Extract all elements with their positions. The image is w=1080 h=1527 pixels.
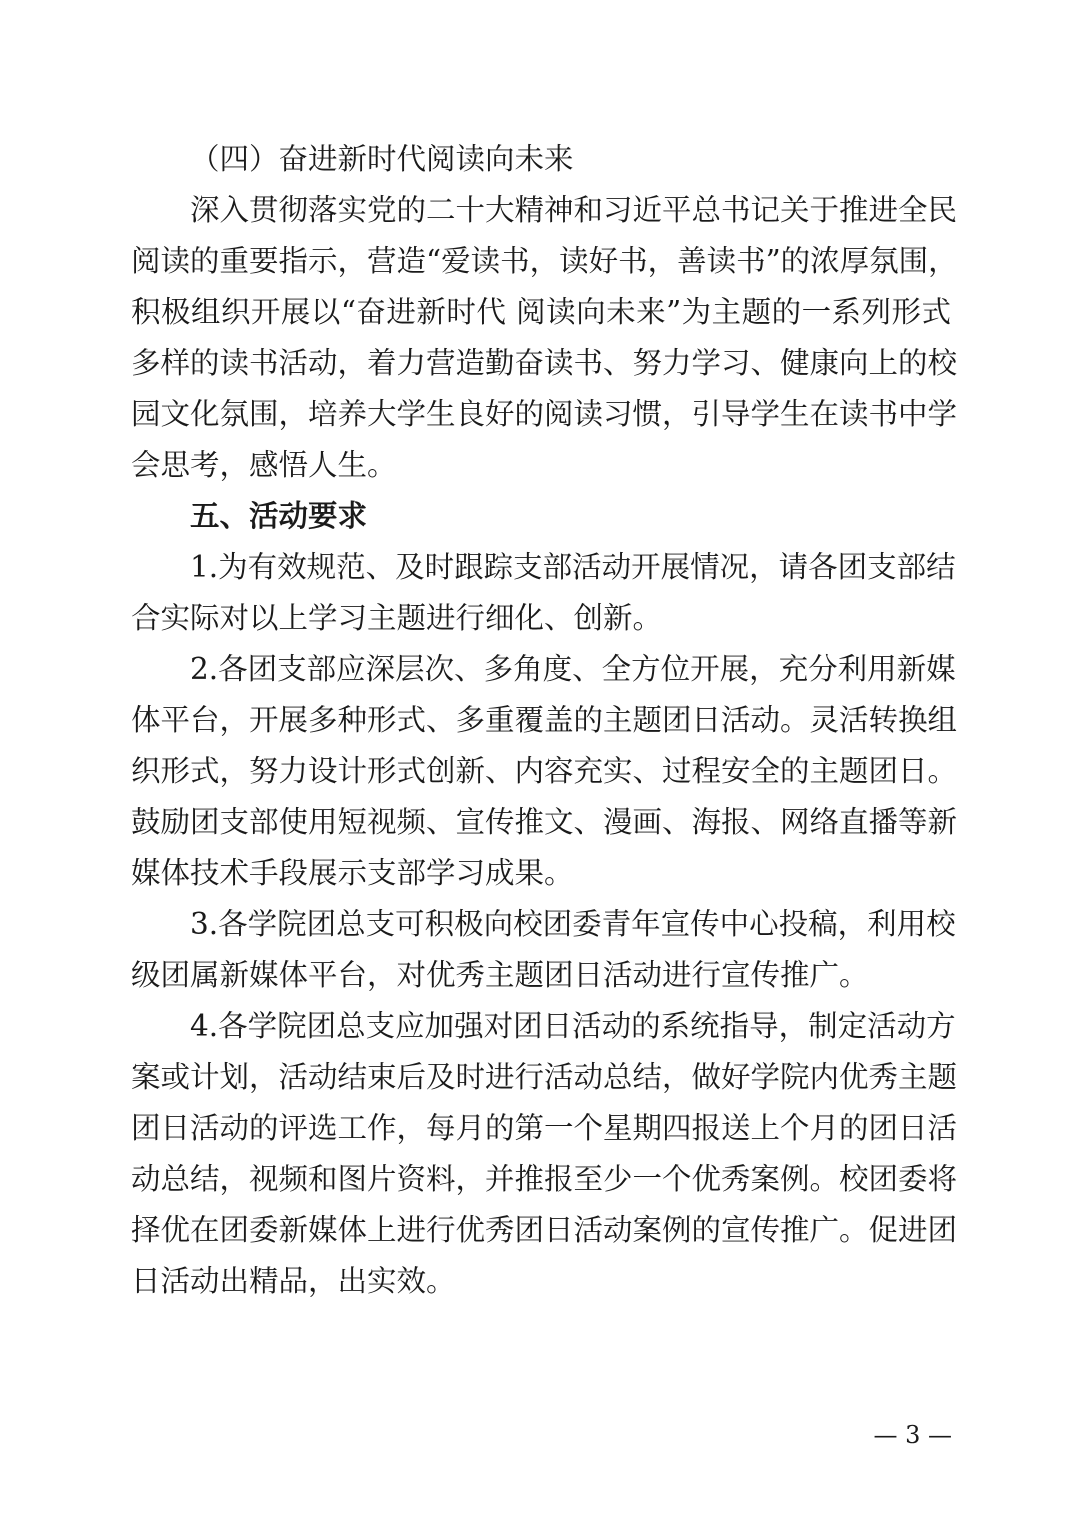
paragraph-line: 日活动出精品，出实效。 — [131, 1264, 456, 1298]
requirement-item-4 — [131, 1001, 958, 1307]
paragraph-line: 会思考，感悟人生。 — [131, 448, 397, 482]
paragraph-line: 3.各学院团总支可积极向校团委青年宣传中心投稿，利用校 — [190, 907, 956, 941]
paragraph-line: 媒体技术手段展示支部学习成果。 — [131, 856, 574, 890]
paragraph-line: 级团属新媒体平台，对优秀主题团日活动进行宣传推广。 — [131, 958, 869, 992]
paragraph-line: 鼓励团支部使用短视频、宣传推文、漫画、海报、网络直播等新 — [131, 805, 958, 839]
paragraph-line: 合实际对以上学习主题进行细化、创新。 — [131, 601, 663, 635]
paragraph-line: 案或计划，活动结束后及时进行活动总结，做好学院内优秀主题 — [131, 1060, 958, 1094]
paragraph-line: 2.各团支部应深层次、多角度、全方位开展，充分利用新媒 — [190, 652, 956, 686]
requirement-item-3 — [131, 899, 956, 1001]
paragraph-line: 4.各学院团总支应加强对团日活动的系统指导，制定活动方 — [190, 1009, 956, 1043]
paragraph-line: 动总结，视频和图片资料，并推报至少一个优秀案例。校团委将 — [131, 1162, 958, 1196]
paragraph-line: 多样的读书活动，着力营造勤奋读书、努力学习、健康向上的校 — [131, 346, 958, 380]
section-heading: 五、活动要求 — [190, 499, 368, 533]
paragraph-line: 积极组织开展以“奋进新时代 阅读向未来”为主题的一系列形式 — [131, 295, 951, 329]
paragraph-line: 体平台，开展多种形式、多重覆盖的主题团日活动。灵活转换组 — [131, 703, 958, 737]
paragraph-line: 深入贯彻落实党的二十大精神和习近平总书记关于推进全民 — [190, 193, 958, 227]
requirement-item-2 — [131, 644, 958, 899]
paragraph-line: 择优在团委新媒体上进行优秀团日活动案例的宣传推广。促进团 — [131, 1213, 958, 1247]
paragraph-line: 阅读的重要指示，营造“爱读书，读好书，善读书”的浓厚氛围， — [131, 244, 958, 278]
page-number: — 3 — — [873, 1421, 952, 1449]
document-body — [131, 134, 958, 1307]
intro-paragraph — [131, 185, 958, 491]
requirement-item-1 — [131, 542, 956, 644]
paragraph-line: 园文化氛围，培养大学生良好的阅读习惯，引导学生在读书中学 — [131, 397, 958, 431]
subsection-heading: （四）奋进新时代阅读向未来 — [190, 142, 574, 176]
paragraph-line: 1.为有效规范、及时跟踪支部活动开展情况，请各团支部结 — [190, 550, 956, 584]
paragraph-line: 织形式，努力设计形式创新、内容充实、过程安全的主题团日。 — [131, 754, 958, 788]
paragraph-line: 团日活动的评选工作，每月的第一个星期四报送上个月的团日活 — [131, 1111, 958, 1145]
